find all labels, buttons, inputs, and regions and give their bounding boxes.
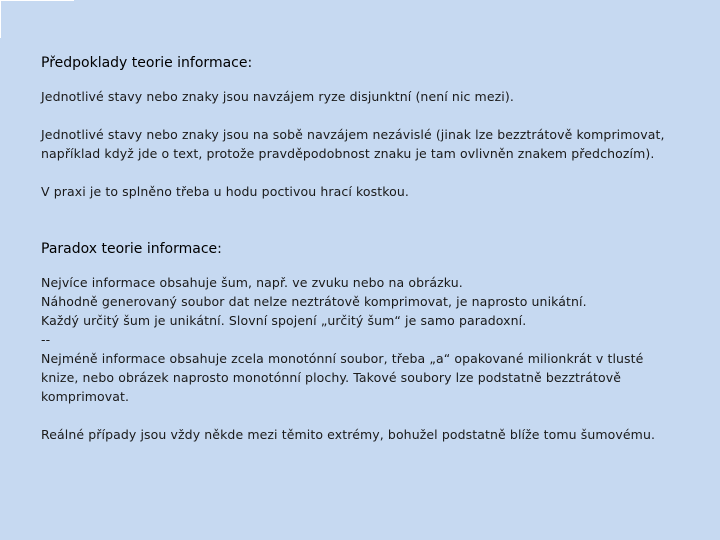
paradox-line: Každý určitý šum je unikátní. Slovní spojení „určitý šum“ je samo paradoxní. bbox=[41, 313, 527, 328]
paradox-line: knize, nebo obrázek naprosto monotónní plochy. Takové soubory lze podstatně bezztrátově bbox=[41, 370, 622, 385]
independence-paragraph bbox=[41, 125, 701, 163]
disjunct-paragraph: Jednotlivé stavy nebo znaky jsou navzájem ryze disjunktní (není nic mezi). bbox=[41, 89, 514, 104]
slide-corner-frame bbox=[0, 0, 74, 38]
independence-line: Jednotlivé stavy nebo znaky jsou na sobě navzájem nezávislé (jinak lze bezztrátově komprimovat, bbox=[41, 127, 665, 142]
paradox-separator: -- bbox=[41, 332, 51, 347]
closing-paragraph: Reálné případy jsou vždy někde mezi těmito extrémy, bohužel podstatně blíže tomu šumovému. bbox=[41, 427, 656, 442]
slide-content bbox=[41, 53, 701, 444]
independence-line: například když jde o text, protože pravděpodobnost znaku je tam ovlivněn znakem předchozím). bbox=[41, 146, 655, 161]
paradox-heading: Paradox teorie informace: bbox=[41, 241, 222, 257]
paradox-line: komprimovat. bbox=[41, 389, 130, 404]
paradox-line: Nejméně informace obsahuje zcela monotónní soubor, třeba „a“ opakované milionkrát v tlusté bbox=[41, 351, 644, 366]
paradox-line: Náhodně generovaný soubor dat nelze neztrátově komprimovat, je naprosto unikátní. bbox=[41, 294, 587, 309]
paradox-paragraph bbox=[41, 273, 701, 406]
paradox-line: Nejvíce informace obsahuje šum, např. ve zvuku nebo na obrázku. bbox=[41, 275, 463, 290]
assumptions-heading: Předpoklady teorie informace: bbox=[41, 55, 253, 71]
dice-example-paragraph: V praxi je to splněno třeba u hodu poctivou hrací kostkou. bbox=[41, 184, 409, 199]
